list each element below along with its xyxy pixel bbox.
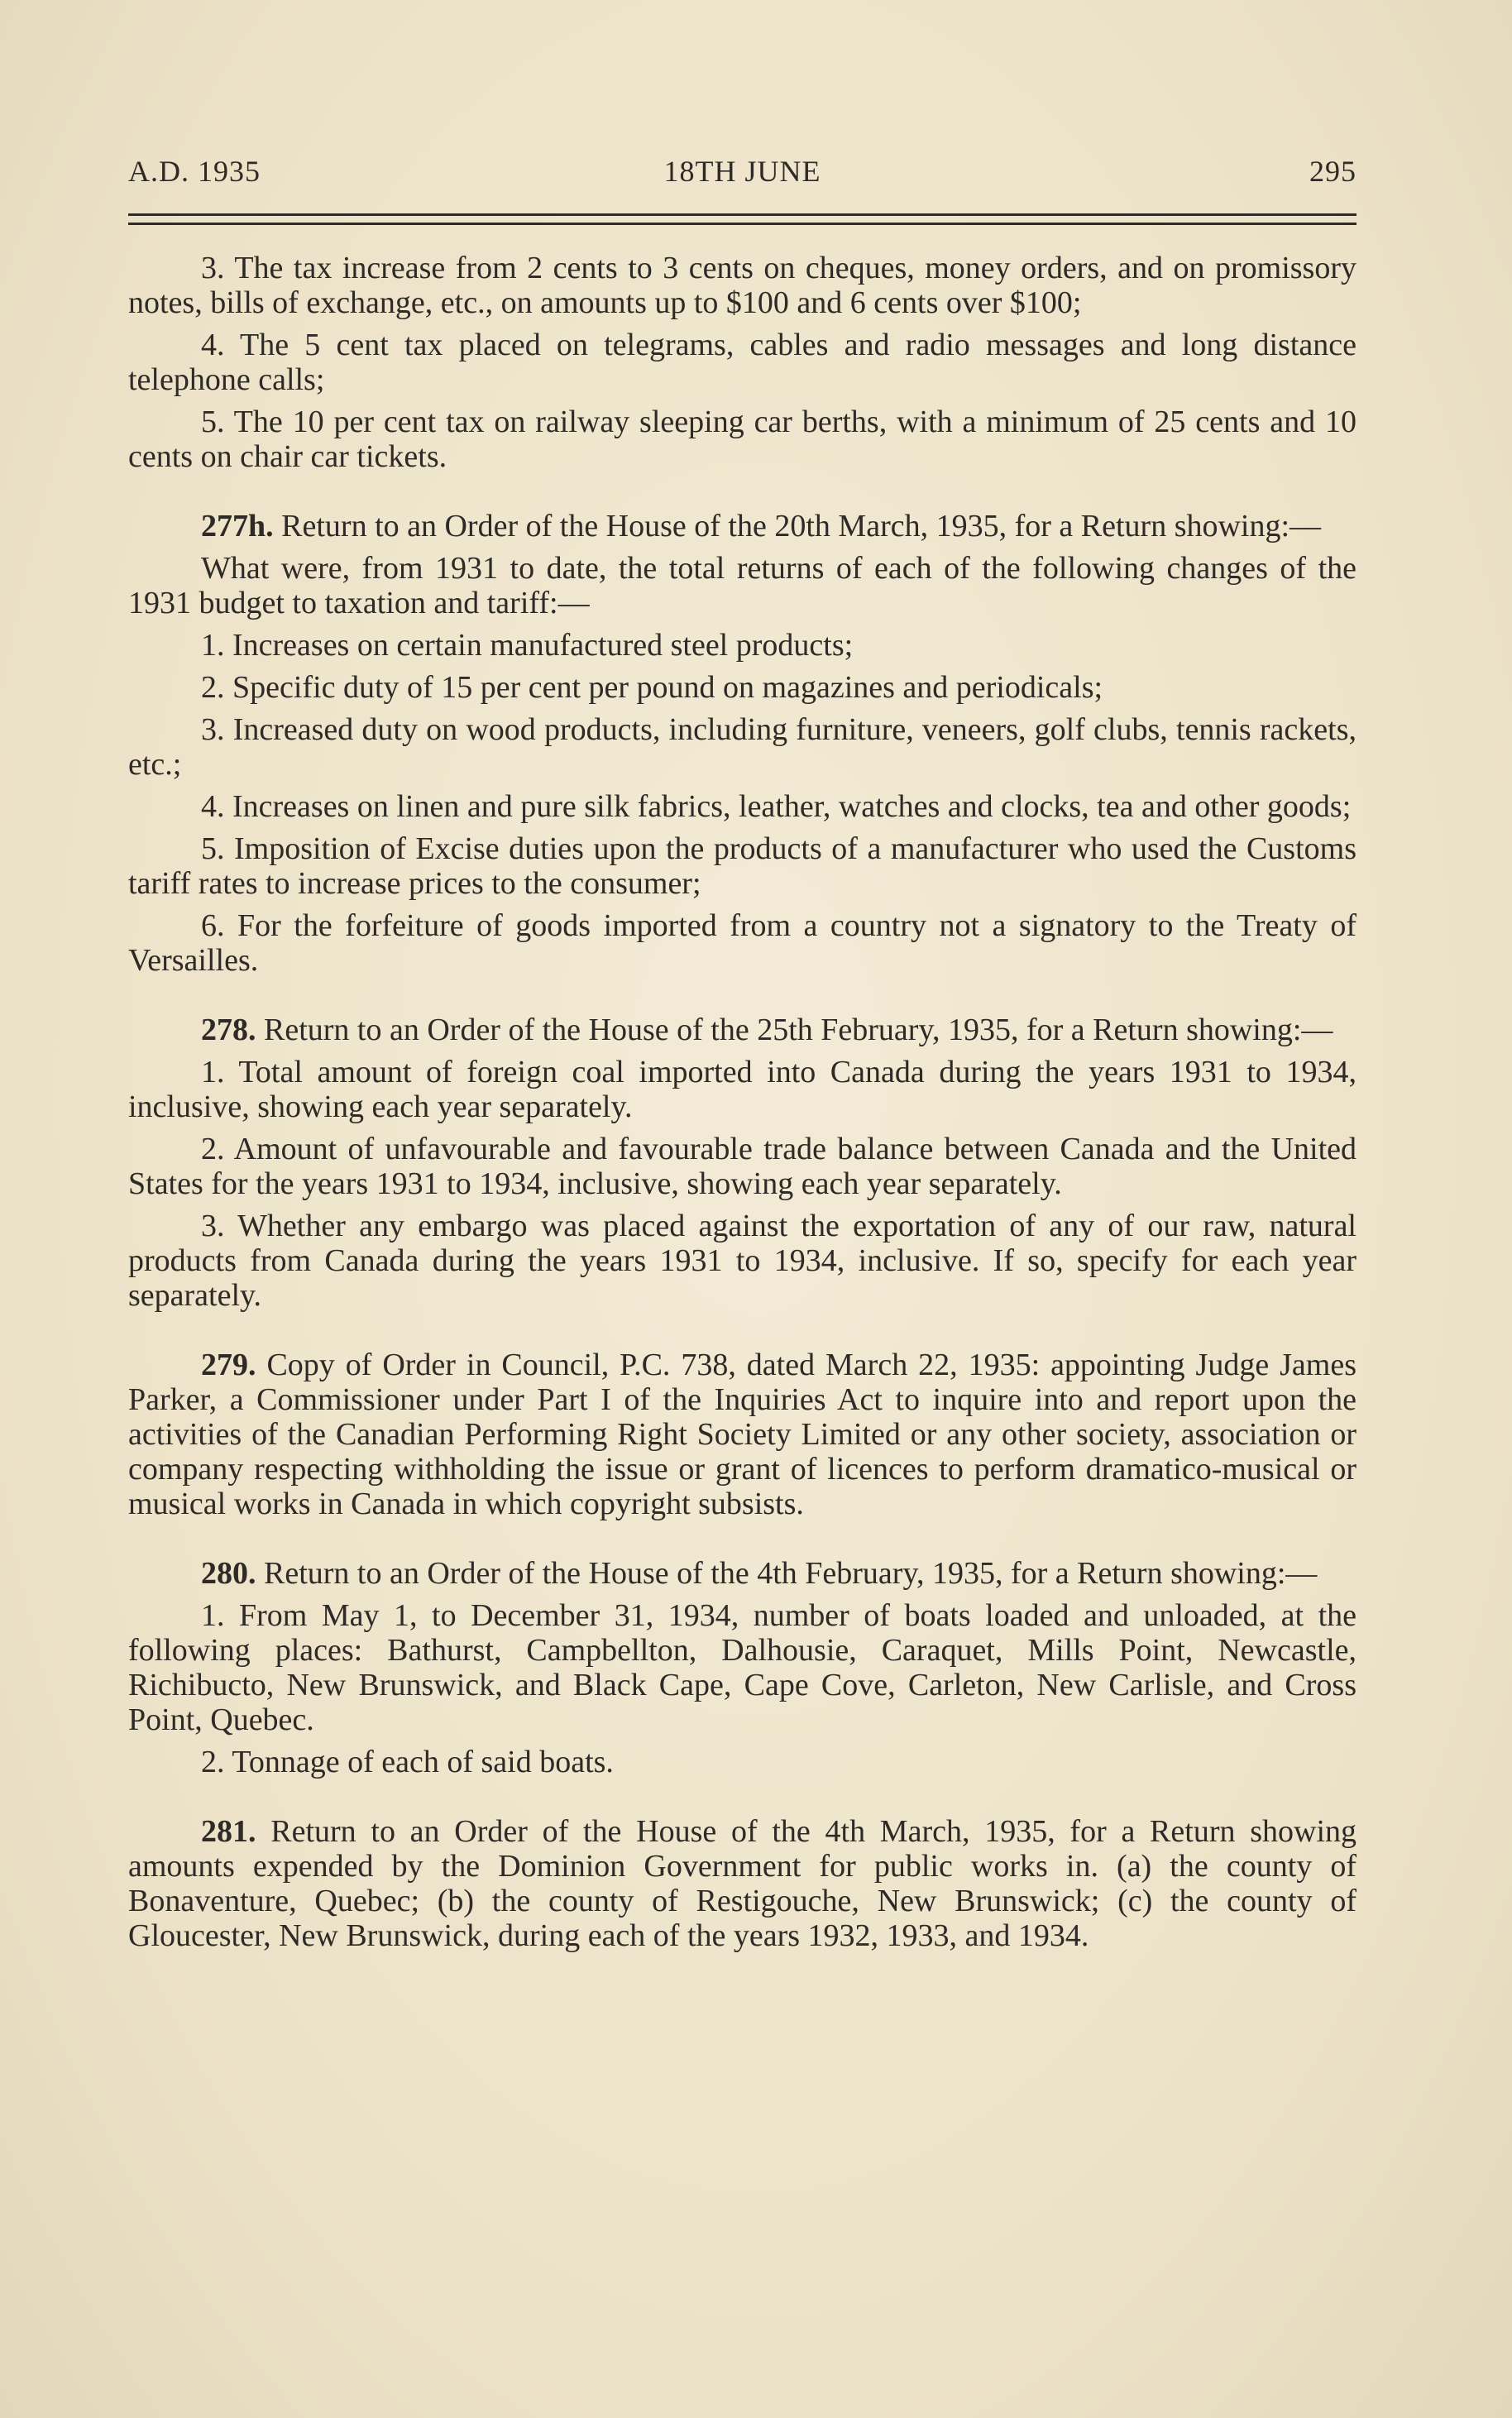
intro-block xyxy=(128,251,1356,474)
paragraph: 1. From May 1, to December 31, 1934, number of boats loaded and unloaded, at the following places: Bathurst, Campbellton, Dalhousie, Caraquet, Mills Point, Newcastle, Richibucto, New Brunswick, and Black Cape, Cape Cove, Carleton, New Carlisle, and Cross Point, Quebec. xyxy=(128,1598,1356,1737)
paragraph: What were, from 1931 to date, the total returns of each of the following changes of the 1931 budget to taxation and tariff:— xyxy=(128,551,1356,620)
item-number: 280. xyxy=(201,1556,256,1591)
item-number: 281. xyxy=(201,1814,256,1849)
item-lead-text: Copy of Order in Council, P.C. 738, dated March 22, 1935: appointing Judge James Parker, a Commissioner under Part I of the Inquiries Act to inquire into and report upon the activities of the Canadian Performing Right Society Limited or any other society, association or company respecting withholding the issue or grant of licences to perform dramatico-musical or musical works in Canada in which copyright subsists. xyxy=(128,1348,1357,1521)
item-lead xyxy=(128,1814,1356,1953)
item-279 xyxy=(128,1348,1356,1521)
paragraph: 1. Total amount of foreign coal imported into Canada during the years 1931 to 1934, inclusive, showing each year separately. xyxy=(128,1055,1356,1124)
page-header xyxy=(128,154,1356,195)
item-281 xyxy=(128,1814,1356,1953)
paragraph: 3. The tax increase from 2 cents to 3 cents on cheques, money orders, and on promissory notes, bills of exchange, etc., on amounts up to $100 and 6 cents over $100; xyxy=(128,251,1356,320)
paragraph: 5. Imposition of Excise duties upon the products of a manufacturer who used the Customs tariff rates to increase prices to the consumer; xyxy=(128,831,1356,901)
paragraph: 1. Increases on certain manufactured steel products; xyxy=(201,628,854,663)
paragraph: 5. The 10 per cent tax on railway sleeping car berths, with a minimum of 25 cents and 10 cents on chair car tickets. xyxy=(128,405,1356,474)
item-number: 278. xyxy=(201,1013,256,1047)
paragraph: 6. For the forfeiture of goods imported from a country not a signatory to the Treaty of Versailles. xyxy=(128,908,1356,978)
item-lead-text: Return to an Order of the House of the 4th March, 1935, for a Return showing amounts expended by the Dominion Government for public works in. (a) the county of Bonaventure, Quebec; (b) the county of Restigouche, New Brunswick; (c) the county of Gloucester, New Brunswick, during each of the years 1932, 1933, and 1934. xyxy=(128,1814,1356,1953)
item-lead xyxy=(128,1556,1356,1591)
item-280 xyxy=(128,1556,1356,1779)
paragraph: 4. Increases on linen and pure silk fabrics, leather, watches and clocks, tea and other goods; xyxy=(201,789,1352,824)
paragraph: 2. Specific duty of 15 per cent per pound on magazines and periodicals; xyxy=(201,670,1103,705)
paragraph: 3. Increased duty on wood products, including furniture, veneers, golf clubs, tennis rackets, etc.; xyxy=(128,712,1356,782)
document-body xyxy=(128,251,1356,1988)
paragraph: 2. Tonnage of each of said boats. xyxy=(201,1745,614,1779)
header-date: 18TH JUNE xyxy=(663,155,821,188)
item-278 xyxy=(128,1013,1356,1313)
header-page-number: 295 xyxy=(1309,155,1356,188)
header-year: A.D. 1935 xyxy=(128,155,261,188)
paragraph: 3. Whether any embargo was placed against the exportation of any of our raw, natural products from Canada during the years 1931 to 1934, inclusive. If so, specify for each year separately. xyxy=(128,1209,1356,1313)
paragraph: 4. The 5 cent tax placed on telegrams, cables and radio messages and long distance telephone calls; xyxy=(128,328,1356,397)
item-277h xyxy=(128,509,1356,978)
header-double-rule xyxy=(128,213,1356,225)
item-lead-text: Return to an Order of the House of the 20th March, 1935, for a Return showing:— xyxy=(281,509,1322,543)
item-number: 277h. xyxy=(201,509,274,543)
item-lead-text: Return to an Order of the House of the 4th February, 1935, for a Return showing:— xyxy=(264,1556,1318,1591)
item-lead xyxy=(128,1348,1356,1521)
item-lead xyxy=(128,1013,1356,1047)
item-lead xyxy=(128,509,1356,543)
item-lead-text: Return to an Order of the House of the 25th February, 1935, for a Return showing:— xyxy=(264,1013,1333,1047)
item-number: 279. xyxy=(201,1348,256,1382)
paragraph: 2. Amount of unfavourable and favourable trade balance between Canada and the United States for the years 1931 to 1934, inclusive, showing each year separately. xyxy=(128,1132,1356,1201)
